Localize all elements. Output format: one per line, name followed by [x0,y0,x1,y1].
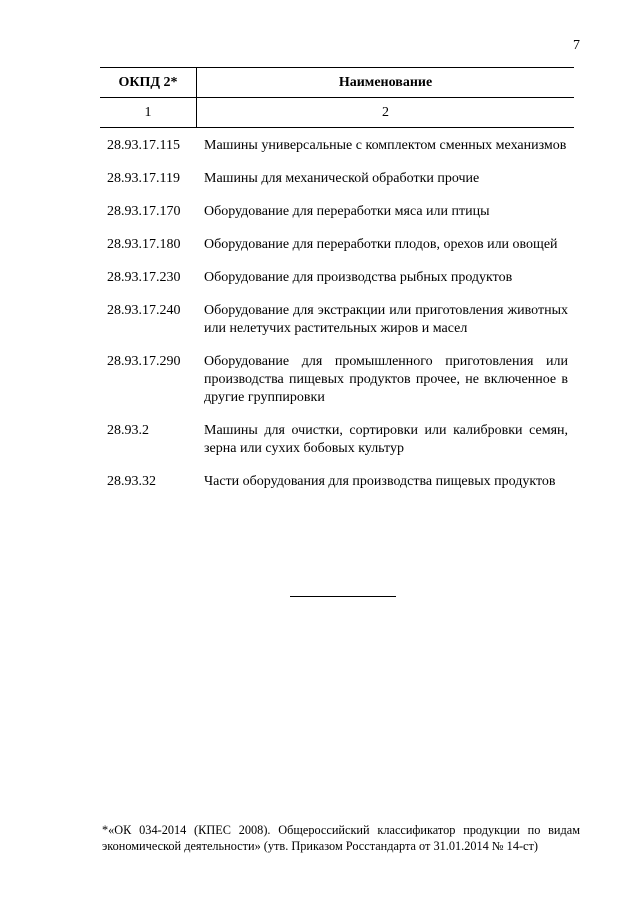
row-code: 28.93.17.115 [107,138,180,153]
table-row [100,137,574,155]
table-row [100,473,574,491]
row-name: Оборудование для производства рыбных продуктов [204,270,513,285]
table-row [100,236,574,254]
row-name: Машины универсальные с комплектом сменных механизмов [204,138,567,153]
row-name: Оборудование для промышленного приготовления или производства пищевых продуктов прочее, не включенное в другие группировки [204,354,568,405]
table-row [100,203,574,221]
row-code: 28.93.32 [107,474,156,489]
row-name: Части оборудования для производства пищевых продуктов [204,474,556,489]
table-row [100,170,574,188]
row-code: 28.93.17.240 [107,303,181,318]
row-name: Машины для механической обработки прочие [204,171,480,186]
page-number: 7 [573,38,580,53]
table-row [100,422,574,458]
row-code: 28.93.2 [107,423,149,438]
table-body [100,128,574,491]
column-number-name: 2 [382,104,389,120]
header-row [100,68,574,97]
footnote: *«ОК 034-2014 (КПЕС 2008). Общероссийский классификатор продукции по видам экономической деятельности» (утв. Приказом Росстандарта от 31.01.2014 № 14-ст) [102,823,580,853]
table-row [100,353,574,407]
column-header-name: Наименование [338,74,433,90]
column-header-code: ОКПД 2* [100,68,197,97]
row-name: Оборудование для экстракции или приготовления животных или нелетучих растительных жиров и масел [204,303,568,336]
column-number-code: 1 [100,98,197,127]
row-code: 28.93.17.230 [107,270,181,285]
end-divider-line [290,596,396,597]
column-number-row [100,97,574,127]
row-name: Машины для очистки, сортировки или калибровки семян, зерна или сухих бобовых культур [204,423,568,456]
row-code: 28.93.17.170 [107,204,181,219]
okpd-table [100,67,574,506]
row-code: 28.93.17.119 [107,171,180,186]
table-header [100,67,574,128]
row-name: Оборудование для переработки мяса или птицы [204,204,490,219]
row-code: 28.93.17.290 [107,354,181,369]
table-row [100,269,574,287]
row-code: 28.93.17.180 [107,237,181,252]
table-row [100,302,574,338]
row-name: Оборудование для переработки плодов, орехов или овощей [204,237,558,252]
